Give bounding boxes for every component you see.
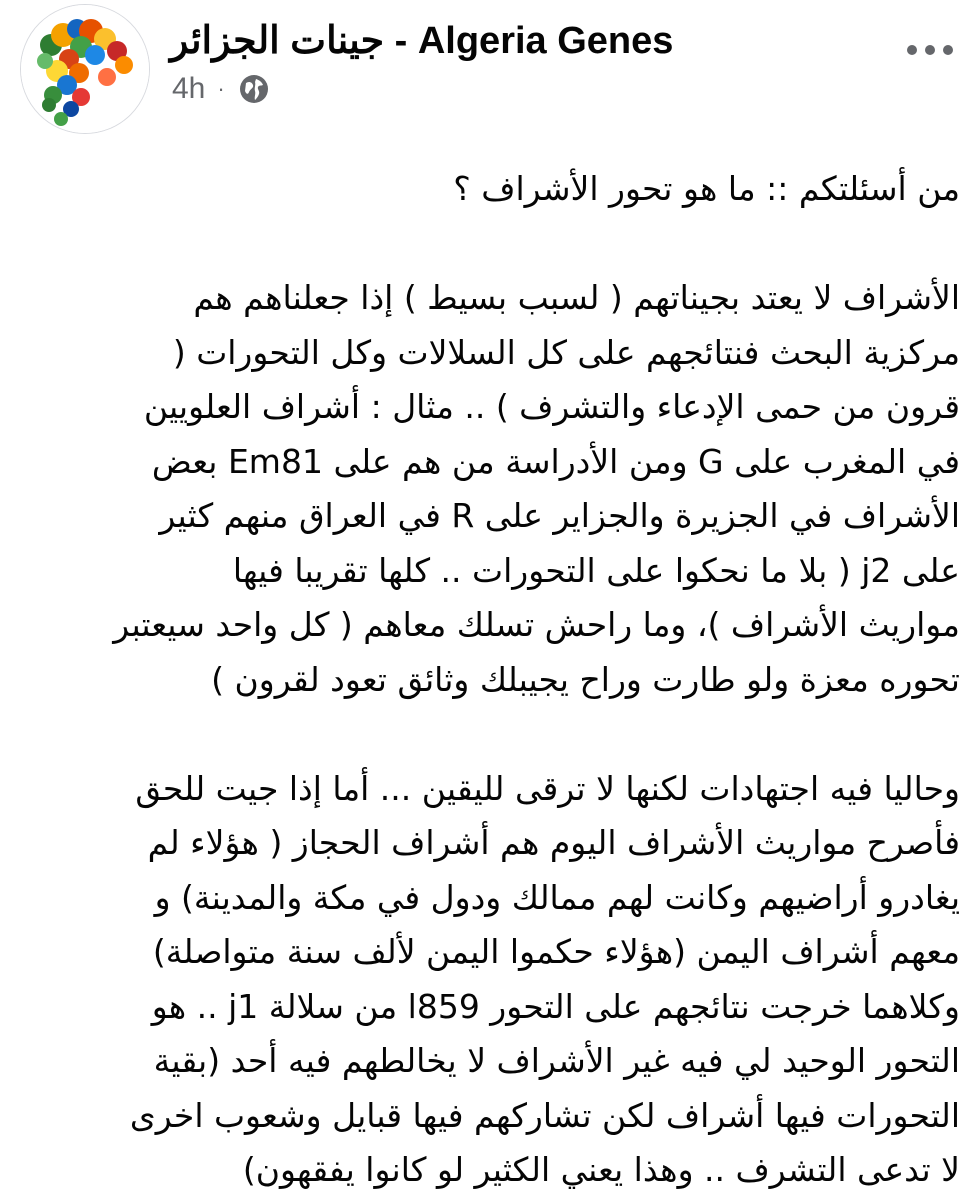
post-paragraph-2: وحاليا فيه اجتهادات لكنها لا ترقى لليقين ... أما إذا جيت للحق فأصرح مواريث الأشراف اليوم هم أشراف الحجاز ( هؤلاء لم يغادرو أراضيهم وكانت لهم ممالك ودول في مكة والمدينة) و معهم أشراف اليمن (هؤلاء حكموا اليمن لألف سنة متواصلة) وكلاهما خرجت نتائجهم على التحور l859 من سلالة j1 .. هو التحور الوحيد لي فيه غير الأشراف لا يخالطهم فيه أحد (بقية التحورات فيها أشراف لكن تشاركهم فيها قبايل وشعوب اخرى لا تدعى التشرف .. وهذا يعني الكثير لو كانوا يفقهون) <box>129 768 960 1189</box>
more-options-button[interactable] <box>902 30 958 70</box>
post-header <box>0 0 980 150</box>
page-avatar[interactable] <box>20 4 150 134</box>
dna-molecule-icon <box>21 5 150 134</box>
globe-icon[interactable] <box>237 72 271 106</box>
meta-separator: · <box>217 76 225 101</box>
post-text <box>22 162 960 1198</box>
post-question: من أسئلتكم :: ما هو تحور الأشراف ؟ <box>453 169 960 208</box>
post-meta <box>172 70 271 108</box>
paragraph-spacer <box>22 217 960 272</box>
post-timestamp[interactable]: 4h <box>172 72 206 105</box>
post-paragraph-1: الأشراف لا يعتد بجيناتهم ( لسبب بسيط ) إذا جعلناهم هم مركزية البحث فنتائجهم على كل السلالات وكل التحورات ( قرون من حمى الإدعاء والتشرف ) .. مثال : أشراف العلويين في المغرب على G ومن الأدراسة من هم على Em81 بعض الأشراف في الجزيرة والجزاير على R في العراق منهم كثير على j2 ( بلا ما نحكوا على التحورات .. كلها تقريبا فيها مواريث الأشراف )، وما راحش تسلك معاهم ( كل واحد سيعتبر تحوره معزة ولو طارت وراح يجيبلك وثائق تعود لقرون ) <box>113 278 960 699</box>
more-options-icon <box>902 42 958 58</box>
paragraph-spacer <box>22 707 960 762</box>
page-name-link[interactable]: جينات الجزائر - Algeria Genes <box>170 20 674 62</box>
